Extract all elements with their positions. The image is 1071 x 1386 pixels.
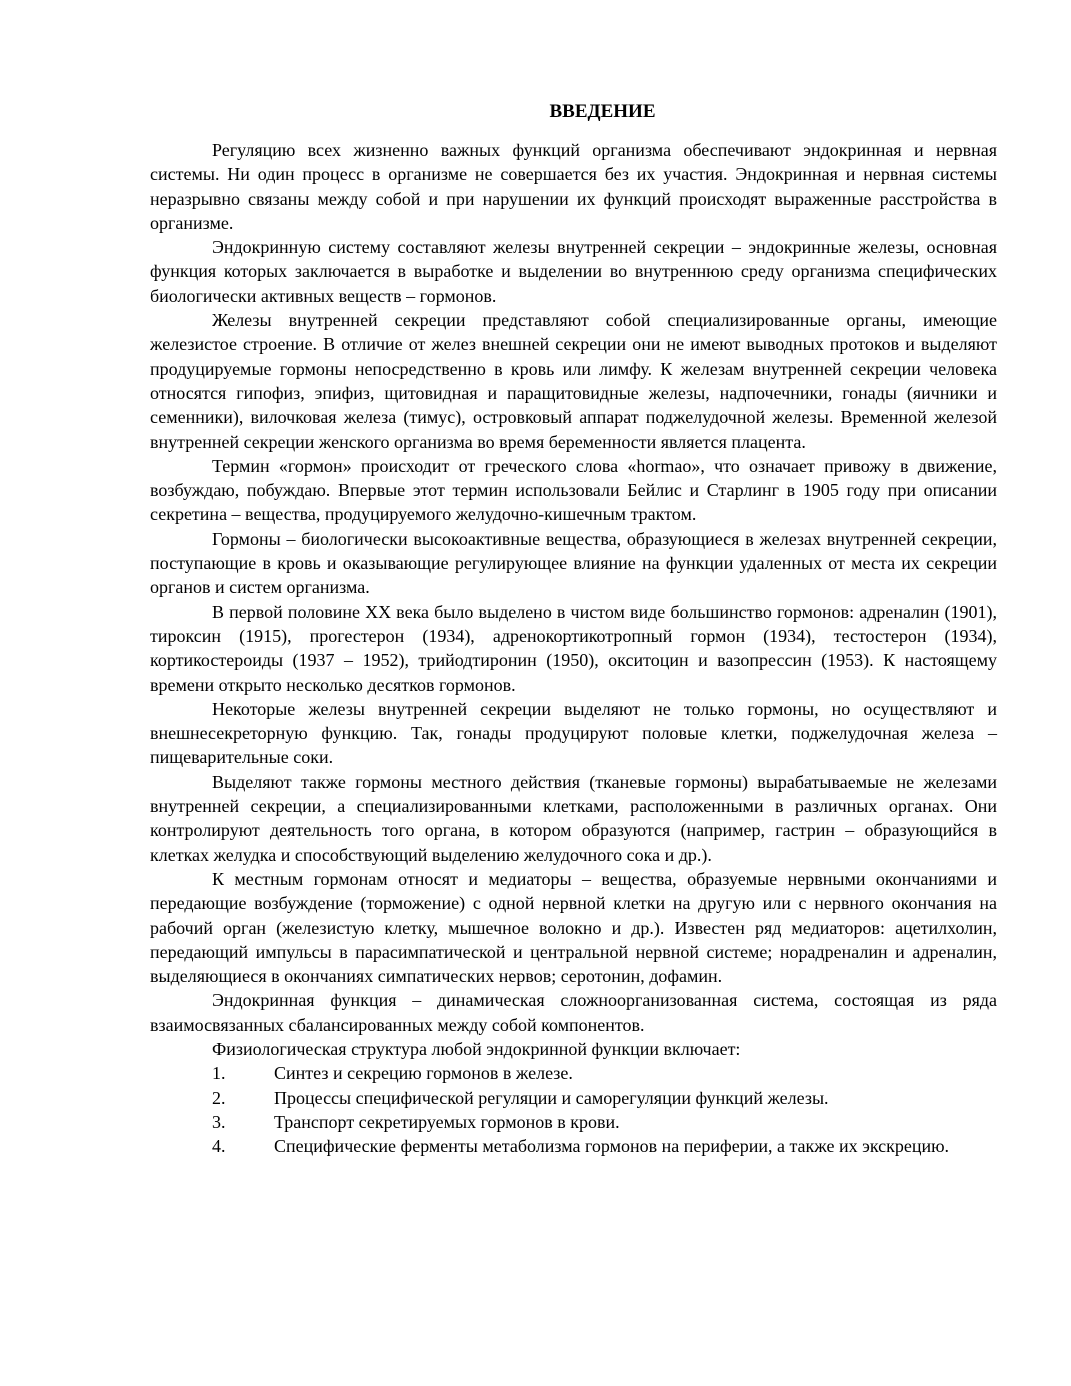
paragraph: Регуляцию всех жизненно важных функций организма обеспечивают эндокринная и нервная системы. Ни один процесс в организме не совершается без их участия. Эндокринная и нервная системы неразрывно связаны между собой и при нарушении их функций происходят выраженные расстройства в организме. xyxy=(150,140,997,233)
paragraph: Железы внутренней секреции представляют собой специализированные органы, имеющие железистое строение. В отличие от желез внешней секреции они не имеют выводных протоков и выделяют продуцируемые гормоны непосредственно в кровь или лимфу. К железам внутренней секреции человека относятся гипофиз, эпифиз, щитовидная и паращитовидные железы, надпочечники, гонады (яичники и семенники), вилочковая железа (тимус), островковый аппарат поджелудочной железы. Временной железой внутренней секреции женского организма во время беременности является плацента. xyxy=(150,310,997,452)
list-item-text: Транспорт секретируемых гормонов в крови. xyxy=(274,1111,620,1132)
list-item xyxy=(150,1110,997,1134)
list-item xyxy=(150,1086,997,1110)
list-item xyxy=(150,1061,997,1085)
list-item-text: Синтез и секрецию гормонов в железе. xyxy=(274,1063,573,1084)
list-item-number: 4. xyxy=(212,1136,226,1157)
paragraph: Эндокринная функция – динамическая сложноорганизованная система, состоящая из ряда взаимосвязанных сбалансированных между собой компонентов. xyxy=(150,990,997,1035)
list-item-text: Специфические ферменты метаболизма гормонов на периферии, а также их экскрецию. xyxy=(274,1136,950,1157)
list-item-text: Процессы специфической регуляции и саморегуляции функций железы. xyxy=(274,1087,829,1108)
paragraph: Эндокринную систему составляют железы внутренней секреции – эндокринные железы, основная функция которых заключается в выработке и выделении во внутреннюю среду организма специфических биологически активных веществ – гормонов. xyxy=(150,237,997,306)
paragraph: В первой половине XX века было выделено в чистом виде большинство гормонов: адреналин (1901), тироксин (1915), прогестерон (1934), адренокортикотропный гормон (1934), тестостерон (1934), кортикостероиды (1937 – 1952), трийодтиронин (1950), окситоцин и вазопрессин (1953). К настоящему времени открыто несколько десятков гормонов. xyxy=(150,601,997,695)
list-item-number: 3. xyxy=(212,1111,226,1132)
paragraph: Термин «гормон» происходит от греческого слова «hormao», что означает привожу в движение, возбуждаю, побуждаю. Впервые этот термин использовали Бейлис и Старлинг в 1905 году при описании секретина – вещества, продуцируемого желудочно-кишечным трактом. xyxy=(150,455,997,525)
paragraph: Физиологическая структура любой эндокринной функции включает: xyxy=(212,1038,741,1059)
document-page xyxy=(150,98,997,1158)
list-item-number: 1. xyxy=(212,1063,226,1084)
page-title: ВВЕДЕНИЕ xyxy=(549,101,656,122)
paragraph: К местным гормонам относят и медиаторы – вещества, образуемые нервными окончаниями и передающие возбуждение (торможение) с одной нервной клетки на другую или с нервного окончания на рабочий орган (железистую клетку, мышечное волокно и др.). Известен ряд медиаторов: ацетилхолин, передающий импульсы в парасимпатической и центральной нервной системе; норадреналин и адреналин, выделяющиеся в окончаниях симпатических нервов; серотонин, дофамин. xyxy=(150,868,997,987)
numbered-list xyxy=(150,1061,997,1158)
list-item xyxy=(150,1134,997,1158)
list-item-number: 2. xyxy=(212,1087,226,1108)
paragraph: Выделяют также гормоны местного действия (тканевые гормоны) вырабатываемые не железами внутренней секреции, а специализированными клетками, расположенными в различных органах. Они контролируют деятельность того органа, в котором образуются (например, гастрин – образующийся в клетках желудка и способствующий выделению желудочного сока и др.). xyxy=(150,771,997,865)
paragraph: Гормоны – биологически высокоактивные вещества, образующиеся в железах внутренней секреции, поступающие в кровь и оказывающие регулирующее влияние на функции удаленных от места их секреции органов и систем организма. xyxy=(150,528,997,598)
paragraph: Некоторые железы внутренней секреции выделяют не только гормоны, но осуществляют и внешнесекреторную функцию. Так, гонады продуцируют половые клетки, поджелудочная железа – пищеварительные соки. xyxy=(150,698,997,768)
